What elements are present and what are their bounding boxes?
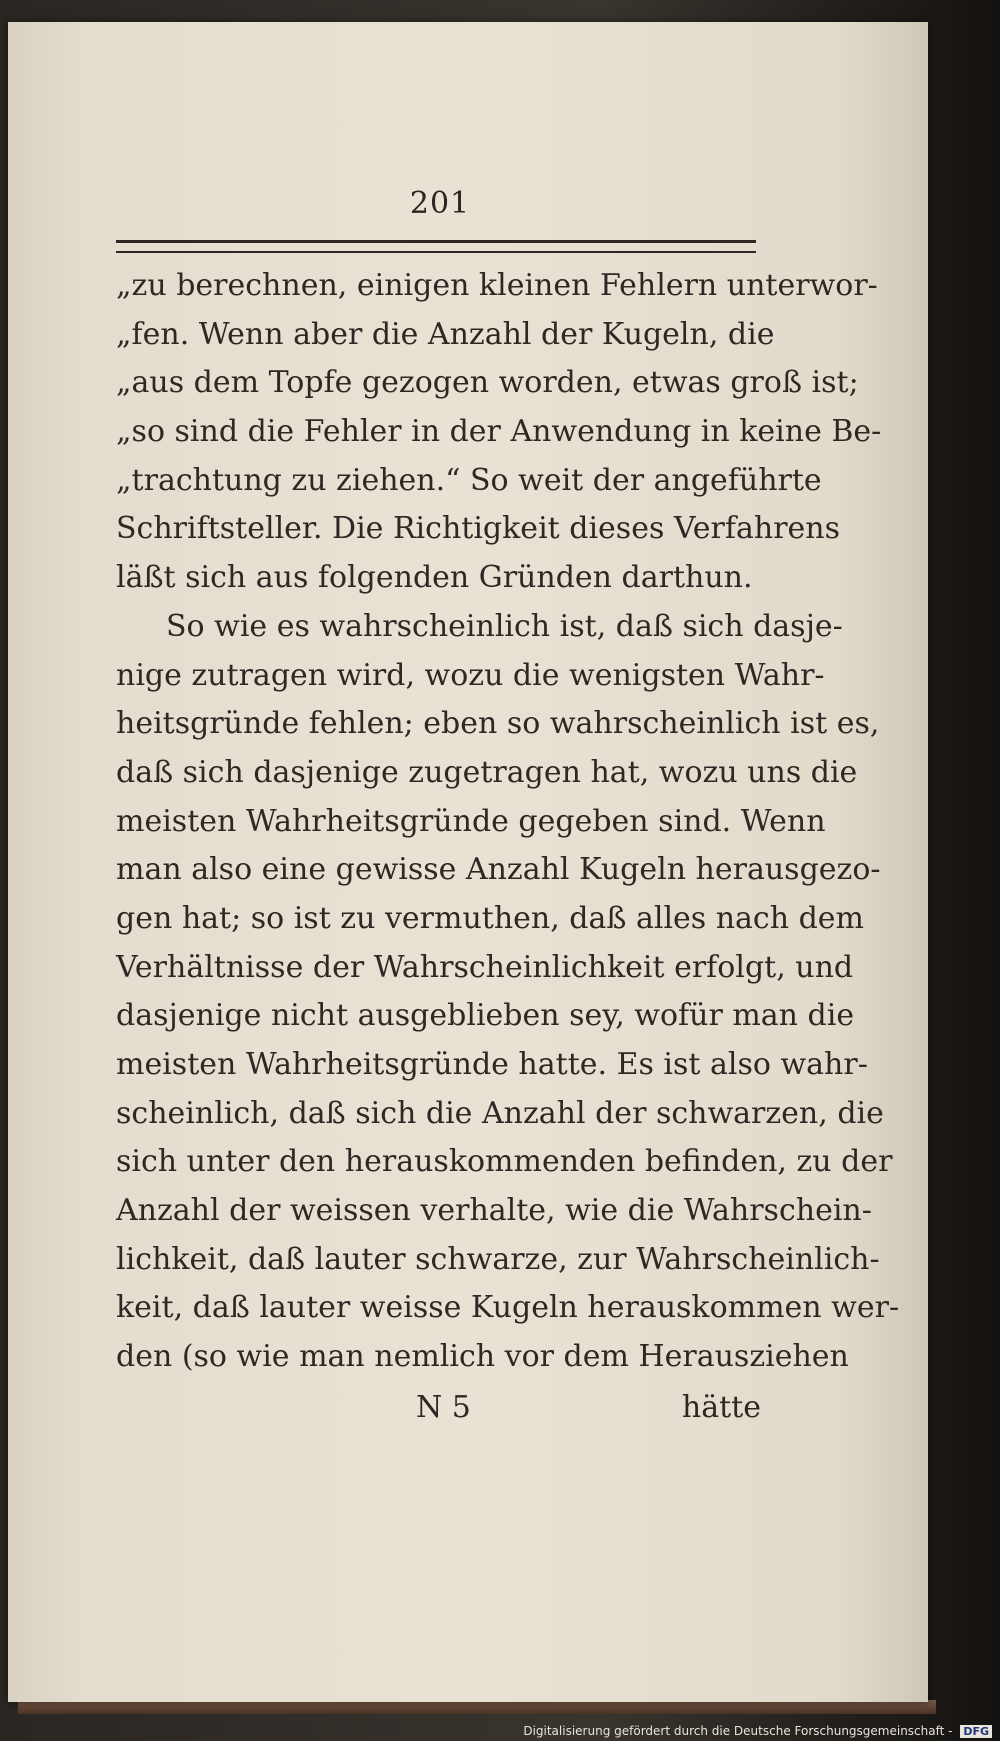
digitization-credit (523, 1724, 992, 1738)
text-line: meisten Wahrheitsgründe gegeben sind. Wenn (116, 803, 826, 839)
text-line: scheinlich, daß sich die Anzahl der schwarzen, die (116, 1095, 884, 1131)
text-line: „trachtung zu ziehen.“ So weit der angeführte (116, 462, 822, 498)
text-line: läßt sich aus folgenden Gründen darthun. (116, 560, 753, 596)
page-number: 201 (409, 186, 471, 221)
dfg-logo: DFG (960, 1725, 992, 1738)
text-line: daß sich dasjenige zugetragen hat, wozu uns die (116, 754, 858, 790)
text-line: lichkeit, daß lauter schwarze, zur Wahrscheinlich- (116, 1241, 880, 1277)
book-edge (18, 1700, 936, 1714)
text-line: meisten Wahrheitsgründe hatte. Es ist also wahr- (116, 1047, 868, 1082)
text-line: keit, daß lauter weisse Kugeln herauskommen wer- (116, 1290, 900, 1326)
catchword: hätte (681, 1390, 761, 1425)
signature-mark: N 5 (416, 1390, 471, 1425)
text-line: „fen. Wenn aber die Anzahl der Kugeln, die (116, 316, 775, 352)
page-footer (116, 1378, 761, 1428)
text-line: Verhältnisse der Wahrscheinlichkeit erfolgt, und (116, 949, 854, 985)
text-line: „so sind die Fehler in der Anwendung in keine Be- (116, 414, 882, 450)
text-line: heitsgründe fehlen; eben so wahrscheinlich ist es, (116, 706, 880, 742)
text-line: den (so wie man nemlich vor dem Herausziehen (116, 1339, 849, 1375)
text-line: Schriftsteller. Die Richtigkeit dieses Verfahrens (116, 511, 841, 547)
text-line: gen hat; so ist zu vermuthen, daß alles nach dem (116, 900, 864, 936)
text-line: Anzahl der weissen verhalte, wie die Wahrschein- (116, 1193, 872, 1229)
text-line: nige zutragen wird, wozu die wenigsten Wahr- (116, 657, 825, 693)
text-line: „aus dem Topfe gezogen worden, etwas groß ist; (116, 365, 859, 401)
text-line: „zu berechnen, einigen kleinen Fehlern unterwor- (116, 268, 878, 303)
body-text (116, 262, 900, 1382)
text-line: So wie es wahrscheinlich ist, daß sich dasje- (166, 608, 843, 644)
header-rule (116, 240, 756, 253)
text-line: sich unter den herauskommenden befinden, zu der (116, 1144, 893, 1180)
text-line: dasjenige nicht ausgeblieben sey, wofür man die (116, 998, 855, 1034)
text-line: man also eine gewisse Anzahl Kugeln herausgezo- (116, 852, 881, 888)
credit-text: Digitalisierung gefördert durch die Deutsche Forschungsgemeinschaft - (523, 1724, 953, 1738)
